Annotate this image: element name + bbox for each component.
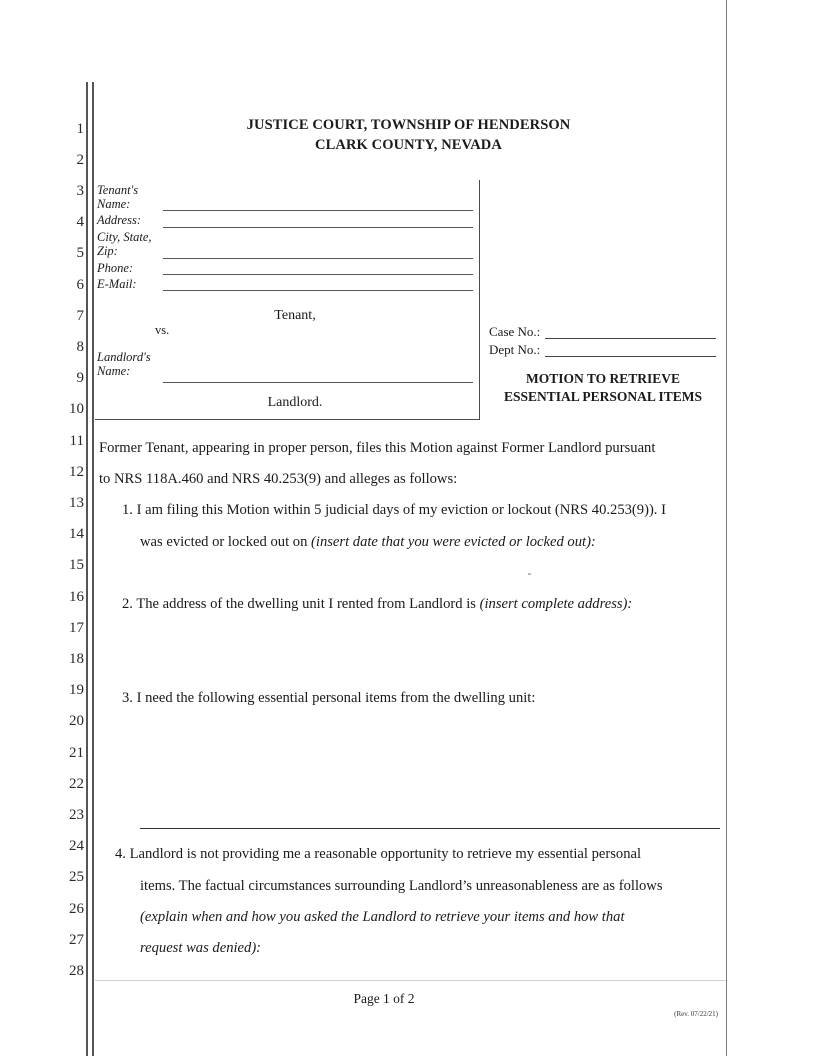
item-2-line-1	[122, 596, 632, 612]
tenant-phone-label: Phone:	[97, 261, 134, 275]
item-3-line-1: 3. I need the following essential personal items from the dwelling unit:	[122, 690, 536, 706]
caption-bottom-rule	[95, 419, 480, 420]
item-4-line-1: 4. Landlord is not providing me a reasonable opportunity to retrieve my essential personal	[115, 846, 642, 862]
court-heading-line-1: JUSTICE COURT, TOWNSHIP OF HENDERSON	[246, 117, 571, 133]
line-number: 27	[69, 932, 84, 948]
line-number-column	[40, 82, 84, 1012]
line-number: 26	[69, 901, 84, 917]
item-1-line-2-text: was evicted or locked out on	[140, 534, 312, 550]
item-4-line-3	[140, 909, 625, 925]
line-number: 5	[76, 245, 84, 261]
item-4-line-4	[140, 940, 261, 956]
landlord-name-label-line2: Name:	[97, 364, 131, 378]
tenant-phone-input-rule[interactable]	[163, 274, 473, 275]
line-number: 13	[69, 495, 84, 511]
line-number: 16	[69, 589, 84, 605]
line-number: 25	[69, 869, 84, 885]
line-number: 8	[76, 339, 84, 355]
page-number-label: Page 1 of 2	[353, 991, 415, 1006]
line-number: 19	[69, 682, 84, 698]
landlord-party-role: Landlord.	[267, 395, 323, 410]
line-number: 6	[76, 277, 84, 293]
tenant-email-input-rule[interactable]	[163, 290, 473, 291]
line-number: 23	[69, 807, 84, 823]
caption-divider	[479, 180, 480, 419]
line-number: 11	[69, 433, 84, 449]
margin-rule-inner	[92, 82, 94, 1056]
footer-rule	[95, 980, 726, 981]
item-1-line-2	[140, 534, 596, 550]
case-number-label: Case No.:	[489, 324, 541, 339]
motion-title-line-2: ESSENTIAL PERSONAL ITEMS	[503, 389, 703, 404]
tenant-email-label: E-Mail:	[97, 277, 137, 291]
item-3-answer-rule[interactable]	[140, 828, 720, 829]
line-number: 12	[69, 464, 84, 480]
line-number: 7	[76, 308, 84, 324]
intro-paragraph-line-1: Former Tenant, appearing in proper person, files this Motion against Former Landlord pursuant	[99, 440, 656, 456]
tenant-name-label-line1: Tenant's	[97, 183, 139, 197]
line-number: 17	[69, 620, 84, 636]
intro-paragraph-line-2: to NRS 118A.460 and NRS 40.253(9) and alleges as follows:	[99, 471, 458, 487]
dept-number-input-rule[interactable]	[545, 356, 716, 357]
tenant-city-input-rule[interactable]	[163, 258, 473, 259]
line-number: 15	[69, 557, 84, 573]
item-2-text: 2. The address of the dwelling unit I rented from Landlord is	[122, 596, 480, 612]
line-number: 3	[76, 183, 84, 199]
line-number: 1	[76, 121, 84, 137]
line-number: 22	[69, 776, 84, 792]
revision-stamp: (Rev. 07/22/21)	[674, 1010, 718, 1018]
tenant-name-label-line2: Name:	[97, 197, 131, 211]
line-number: 18	[69, 651, 84, 667]
court-heading	[96, 116, 721, 155]
tenant-party-role: Tenant,	[274, 308, 316, 323]
motion-title	[485, 370, 721, 406]
line-number: 20	[69, 713, 84, 729]
landlord-name-label-line1: Landlord's	[97, 350, 151, 364]
item-4-instruction-line-2: request was denied):	[140, 940, 262, 956]
scan-artifact	[528, 573, 531, 575]
item-4-line-2: items. The factual circumstances surrounding Landlord’s unreasonableness are as follows	[140, 878, 663, 894]
item-4-instruction-line-1: (explain when and how you asked the Landlord to retrieve your items and how that	[140, 909, 625, 925]
line-number: 9	[76, 370, 84, 386]
page-right-edge	[726, 0, 727, 1056]
line-number: 14	[69, 526, 84, 542]
tenant-city-label-line2: Zip:	[97, 244, 118, 258]
line-number: 24	[69, 838, 84, 854]
tenant-address-label: Address:	[97, 213, 141, 227]
landlord-name-input-rule[interactable]	[163, 382, 473, 383]
caption-block	[95, 180, 721, 420]
tenant-city-label-line1: City, State,	[97, 230, 152, 244]
versus-label: vs.	[155, 323, 170, 337]
item-1-instruction: (insert date that you were evicted or locked out):	[311, 534, 596, 550]
case-number-input-rule[interactable]	[545, 338, 716, 339]
line-number: 21	[69, 745, 84, 761]
court-heading-line-2: CLARK COUNTY, NEVADA	[315, 136, 502, 153]
item-2-instruction: (insert complete address):	[479, 596, 633, 612]
line-number: 4	[76, 214, 84, 230]
line-number: 10	[69, 401, 84, 417]
item-1-line-1: 1. I am filing this Motion within 5 judicial days of my eviction or lockout (NRS 40.253(9)). I	[122, 502, 666, 518]
dept-number-label: Dept No.:	[489, 342, 541, 357]
tenant-address-input-rule[interactable]	[163, 227, 473, 228]
motion-title-line-1: MOTION TO RETRIEVE	[525, 371, 681, 386]
margin-rule-outer	[86, 82, 88, 1056]
tenant-name-input-rule[interactable]	[163, 210, 473, 211]
line-number: 2	[76, 152, 84, 168]
line-number: 28	[69, 963, 84, 979]
